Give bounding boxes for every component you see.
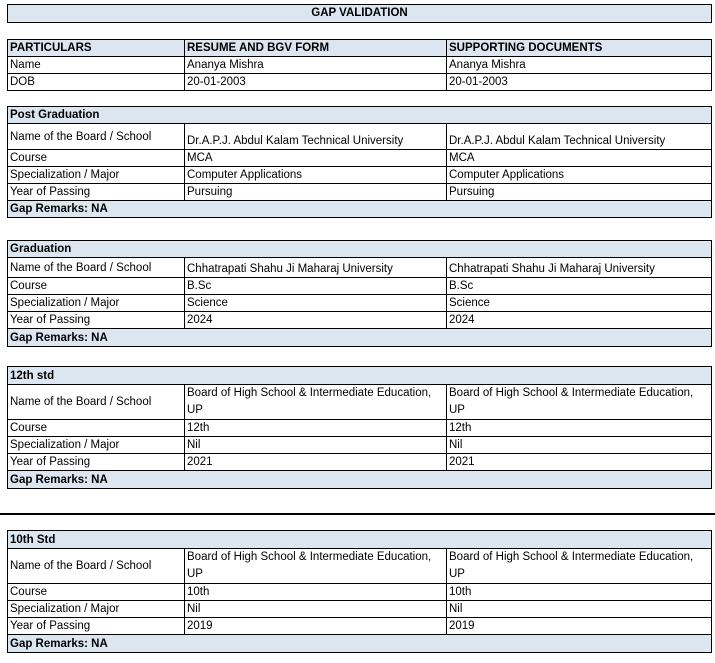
- board-resume: Board of High School & Intermediate Education, UP: [185, 385, 447, 420]
- specialization-label: Specialization / Major: [8, 437, 185, 454]
- table-row: [8, 312, 712, 329]
- table-row: [8, 150, 712, 167]
- year-supporting: 2021: [447, 454, 712, 471]
- specialization-supporting: Computer Applications: [447, 167, 712, 184]
- specialization-label: Specialization / Major: [8, 601, 185, 618]
- course-resume: 10th: [185, 584, 447, 601]
- year-resume: Pursuing: [185, 184, 447, 201]
- section-title: 10th Std: [8, 531, 712, 549]
- board-supporting: Chhatrapati Shahu Ji Maharaj University: [447, 258, 712, 278]
- course-supporting: B.Sc: [447, 278, 712, 295]
- name-label: Name: [8, 57, 185, 74]
- specialization-supporting: Nil: [447, 601, 712, 618]
- specialization-label: Specialization / Major: [8, 167, 185, 184]
- board-resume: Board of High School & Intermediate Education, UP: [185, 549, 447, 584]
- year-resume: 2021: [185, 454, 447, 471]
- remarks-row: [8, 635, 712, 653]
- specialization-resume: Science: [185, 295, 447, 312]
- board-label: Name of the Board / School: [8, 124, 185, 150]
- table-row: [8, 278, 712, 295]
- name-supporting: Ananya Mishra: [447, 57, 712, 74]
- table-row: [8, 454, 712, 471]
- course-supporting: MCA: [447, 150, 712, 167]
- year-label: Year of Passing: [8, 454, 185, 471]
- year-resume: 2019: [185, 618, 447, 635]
- section-title: 12th std: [8, 367, 712, 385]
- gap-remarks: Gap Remarks: NA: [8, 471, 712, 489]
- gap-remarks: Gap Remarks: NA: [8, 329, 712, 347]
- section-header-row: [8, 531, 712, 549]
- header-row: [8, 40, 712, 57]
- table-row: [8, 385, 712, 420]
- table-row: [8, 549, 712, 584]
- specialization-resume: Computer Applications: [185, 167, 447, 184]
- year-supporting: 2019: [447, 618, 712, 635]
- twelfth-table: [7, 366, 712, 489]
- section-header-row: [8, 367, 712, 385]
- post-graduation-table: [7, 106, 712, 218]
- board-label: Name of the Board / School: [8, 258, 185, 278]
- course-label: Course: [8, 150, 185, 167]
- year-label: Year of Passing: [8, 618, 185, 635]
- tenth-table: [7, 530, 712, 653]
- course-supporting: 10th: [447, 584, 712, 601]
- course-supporting: 12th: [447, 420, 712, 437]
- page-title: GAP VALIDATION: [7, 4, 712, 23]
- section-title: Graduation: [8, 241, 712, 258]
- year-label: Year of Passing: [8, 312, 185, 329]
- table-row: [8, 124, 712, 150]
- table-row: [8, 57, 712, 74]
- specialization-supporting: Nil: [447, 437, 712, 454]
- specialization-supporting: Science: [447, 295, 712, 312]
- table-row: [8, 584, 712, 601]
- table-row: [8, 437, 712, 454]
- board-label: Name of the Board / School: [8, 549, 185, 584]
- course-resume: MCA: [185, 150, 447, 167]
- table-row: [8, 601, 712, 618]
- course-label: Course: [8, 584, 185, 601]
- header-resume: RESUME AND BGV FORM: [185, 40, 447, 57]
- table-row: [8, 295, 712, 312]
- header-supporting: SUPPORTING DOCUMENTS: [447, 40, 712, 57]
- board-resume: Dr.A.P.J. Abdul Kalam Technical University: [185, 124, 447, 150]
- board-supporting: Board of High School & Intermediate Education, UP: [447, 385, 712, 420]
- dob-label: DOB: [8, 74, 185, 91]
- board-supporting: Board of High School & Intermediate Education, UP: [447, 549, 712, 584]
- table-row: [8, 74, 712, 91]
- dob-resume: 20-01-2003: [185, 74, 447, 91]
- section-title: Post Graduation: [8, 107, 712, 124]
- gap-remarks: Gap Remarks: NA: [8, 635, 712, 653]
- year-supporting: 2024: [447, 312, 712, 329]
- dob-supporting: 20-01-2003: [447, 74, 712, 91]
- board-resume: Chhatrapati Shahu Ji Maharaj University: [185, 258, 447, 278]
- section-divider: [0, 513, 715, 515]
- course-label: Course: [8, 420, 185, 437]
- table-row: [8, 618, 712, 635]
- specialization-resume: Nil: [185, 601, 447, 618]
- table-row: [8, 258, 712, 278]
- course-resume: B.Sc: [185, 278, 447, 295]
- graduation-table: [7, 240, 712, 347]
- year-supporting: Pursuing: [447, 184, 712, 201]
- gap-remarks: Gap Remarks: NA: [8, 201, 712, 218]
- personal-table: [7, 39, 712, 91]
- year-label: Year of Passing: [8, 184, 185, 201]
- course-resume: 12th: [185, 420, 447, 437]
- year-resume: 2024: [185, 312, 447, 329]
- specialization-resume: Nil: [185, 437, 447, 454]
- table-row: [8, 184, 712, 201]
- board-supporting: Dr.A.P.J. Abdul Kalam Technical University: [447, 124, 712, 150]
- course-label: Course: [8, 278, 185, 295]
- header-particulars: PARTICULARS: [8, 40, 185, 57]
- specialization-label: Specialization / Major: [8, 295, 185, 312]
- remarks-row: [8, 201, 712, 218]
- table-row: [8, 420, 712, 437]
- remarks-row: [8, 329, 712, 347]
- section-header-row: [8, 107, 712, 124]
- section-header-row: [8, 241, 712, 258]
- name-resume: Ananya Mishra: [185, 57, 447, 74]
- remarks-row: [8, 471, 712, 489]
- table-row: [8, 167, 712, 184]
- board-label: Name of the Board / School: [8, 385, 185, 420]
